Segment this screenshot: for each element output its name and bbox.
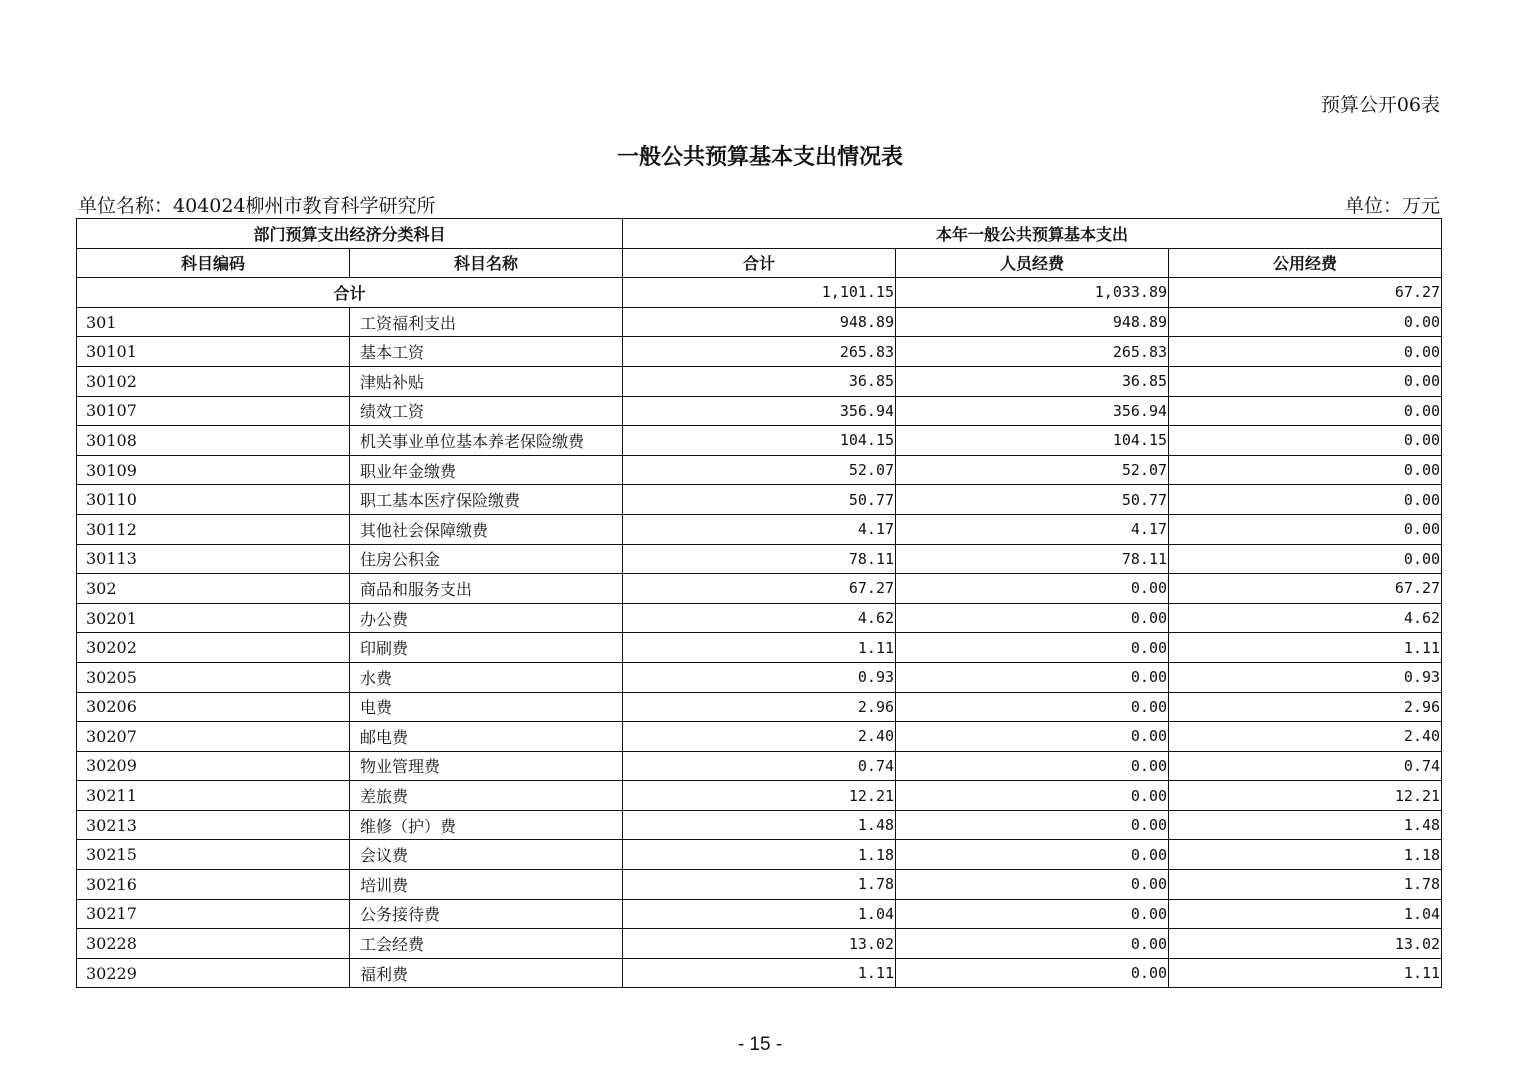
row-personnel: 265.83 — [896, 337, 1169, 367]
row-total: 50.77 — [623, 485, 896, 515]
column-header-code: 科目编码 — [77, 248, 350, 278]
total-label: 合计 — [77, 278, 623, 308]
table-row — [77, 544, 1442, 574]
row-public: 0.00 — [1169, 307, 1442, 337]
row-code: 30216 — [77, 870, 350, 900]
row-code: 30209 — [77, 751, 350, 781]
row-public: 13.02 — [1169, 929, 1442, 959]
row-public: 1.04 — [1169, 899, 1442, 929]
row-personnel: 0.00 — [896, 781, 1169, 811]
row-name: 维修（护）费 — [350, 810, 623, 840]
column-header-personnel: 人员经费 — [896, 248, 1169, 278]
row-code: 30217 — [77, 899, 350, 929]
column-header-name: 科目名称 — [350, 248, 623, 278]
row-personnel: 0.00 — [896, 958, 1169, 988]
row-code: 30108 — [77, 426, 350, 456]
row-code: 30206 — [77, 692, 350, 722]
row-name: 工会经费 — [350, 929, 623, 959]
row-personnel: 948.89 — [896, 307, 1169, 337]
row-public: 0.00 — [1169, 337, 1442, 367]
table-row — [77, 840, 1442, 870]
row-name: 基本工资 — [350, 337, 623, 367]
table-row — [77, 751, 1442, 781]
group-header-classification: 部门预算支出经济分类科目 — [77, 219, 623, 249]
row-public: 0.00 — [1169, 485, 1442, 515]
row-name: 机关事业单位基本养老保险缴费 — [350, 426, 623, 456]
row-total: 265.83 — [623, 337, 896, 367]
row-code: 30113 — [77, 544, 350, 574]
row-total: 1.18 — [623, 840, 896, 870]
row-code: 30205 — [77, 662, 350, 692]
row-name: 办公费 — [350, 603, 623, 633]
row-public: 0.93 — [1169, 662, 1442, 692]
row-public: 0.74 — [1169, 751, 1442, 781]
row-total: 1.11 — [623, 958, 896, 988]
row-code: 30112 — [77, 514, 350, 544]
row-public: 2.40 — [1169, 722, 1442, 752]
row-personnel: 4.17 — [896, 514, 1169, 544]
row-name: 津贴补贴 — [350, 366, 623, 396]
row-name: 住房公积金 — [350, 544, 623, 574]
row-name: 培训费 — [350, 870, 623, 900]
row-personnel: 356.94 — [896, 396, 1169, 426]
table-row — [77, 603, 1442, 633]
column-header-public: 公用经费 — [1169, 248, 1442, 278]
row-code: 30211 — [77, 781, 350, 811]
row-code: 301 — [77, 307, 350, 337]
row-total: 2.96 — [623, 692, 896, 722]
row-total: 4.17 — [623, 514, 896, 544]
row-public: 0.00 — [1169, 366, 1442, 396]
total-row — [77, 278, 1442, 308]
row-personnel: 52.07 — [896, 455, 1169, 485]
row-public: 4.62 — [1169, 603, 1442, 633]
row-public: 0.00 — [1169, 544, 1442, 574]
row-personnel: 0.00 — [896, 722, 1169, 752]
row-total: 1.04 — [623, 899, 896, 929]
row-total: 36.85 — [623, 366, 896, 396]
row-name: 福利费 — [350, 958, 623, 988]
row-personnel: 0.00 — [896, 870, 1169, 900]
row-code: 30201 — [77, 603, 350, 633]
row-name: 水费 — [350, 662, 623, 692]
table-row — [77, 307, 1442, 337]
row-code: 30215 — [77, 840, 350, 870]
row-total: 356.94 — [623, 396, 896, 426]
table-row — [77, 337, 1442, 367]
row-total: 13.02 — [623, 929, 896, 959]
row-personnel: 0.00 — [896, 574, 1169, 604]
row-public: 0.00 — [1169, 396, 1442, 426]
row-name: 绩效工资 — [350, 396, 623, 426]
row-total: 104.15 — [623, 426, 896, 456]
table-row — [77, 426, 1442, 456]
row-name: 印刷费 — [350, 633, 623, 663]
table-row — [77, 633, 1442, 663]
table-row — [77, 692, 1442, 722]
row-personnel: 0.00 — [896, 692, 1169, 722]
row-public: 1.48 — [1169, 810, 1442, 840]
table-body — [77, 278, 1442, 988]
column-header-total: 合计 — [623, 248, 896, 278]
row-total: 1.48 — [623, 810, 896, 840]
table-row — [77, 662, 1442, 692]
total-public: 67.27 — [1169, 278, 1442, 308]
row-total: 1.78 — [623, 870, 896, 900]
row-total: 948.89 — [623, 307, 896, 337]
row-personnel: 0.00 — [896, 840, 1169, 870]
row-name: 其他社会保障缴费 — [350, 514, 623, 544]
budget-table — [76, 218, 1442, 988]
table-row — [77, 722, 1442, 752]
group-header-expenditure: 本年一般公共预算基本支出 — [623, 219, 1442, 249]
row-total: 0.74 — [623, 751, 896, 781]
row-total: 2.40 — [623, 722, 896, 752]
unit-name: 单位名称：404024柳州市教育科学研究所 — [78, 195, 436, 217]
row-total: 78.11 — [623, 544, 896, 574]
row-code: 30102 — [77, 366, 350, 396]
row-personnel: 0.00 — [896, 810, 1169, 840]
total-personnel: 1,033.89 — [896, 278, 1169, 308]
row-personnel: 78.11 — [896, 544, 1169, 574]
table-row — [77, 810, 1442, 840]
row-name: 工资福利支出 — [350, 307, 623, 337]
row-code: 30202 — [77, 633, 350, 663]
form-number: 预算公开06表 — [1320, 94, 1440, 116]
row-personnel: 36.85 — [896, 366, 1169, 396]
row-public: 1.18 — [1169, 840, 1442, 870]
row-total: 52.07 — [623, 455, 896, 485]
row-personnel: 0.00 — [896, 751, 1169, 781]
page-title: 一般公共预算基本支出情况表 — [616, 145, 903, 170]
row-personnel: 0.00 — [896, 899, 1169, 929]
row-total: 0.93 — [623, 662, 896, 692]
row-code: 30213 — [77, 810, 350, 840]
row-name: 商品和服务支出 — [350, 574, 623, 604]
row-total: 12.21 — [623, 781, 896, 811]
row-personnel: 0.00 — [896, 603, 1169, 633]
total-amount: 1,101.15 — [623, 278, 896, 308]
row-personnel: 0.00 — [896, 662, 1169, 692]
row-name: 职工基本医疗保险缴费 — [350, 485, 623, 515]
row-name: 差旅费 — [350, 781, 623, 811]
currency-unit: 单位：万元 — [1344, 195, 1440, 217]
table-row — [77, 958, 1442, 988]
page-number: - 15 - — [737, 1034, 783, 1055]
row-name: 会议费 — [350, 840, 623, 870]
table-row — [77, 781, 1442, 811]
row-personnel: 0.00 — [896, 633, 1169, 663]
row-personnel: 50.77 — [896, 485, 1169, 515]
row-code: 30207 — [77, 722, 350, 752]
table-row — [77, 574, 1442, 604]
row-total: 67.27 — [623, 574, 896, 604]
row-public: 0.00 — [1169, 426, 1442, 456]
table-row — [77, 899, 1442, 929]
row-name: 物业管理费 — [350, 751, 623, 781]
row-code: 30109 — [77, 455, 350, 485]
row-code: 30101 — [77, 337, 350, 367]
row-total: 1.11 — [623, 633, 896, 663]
row-public: 0.00 — [1169, 455, 1442, 485]
row-name: 公务接待费 — [350, 899, 623, 929]
row-personnel: 0.00 — [896, 929, 1169, 959]
row-name: 邮电费 — [350, 722, 623, 752]
table-row — [77, 455, 1442, 485]
row-code: 30107 — [77, 396, 350, 426]
row-public: 12.21 — [1169, 781, 1442, 811]
row-personnel: 104.15 — [896, 426, 1169, 456]
row-code: 30110 — [77, 485, 350, 515]
row-public: 1.78 — [1169, 870, 1442, 900]
table-row — [77, 366, 1442, 396]
row-code: 30229 — [77, 958, 350, 988]
row-public: 2.96 — [1169, 692, 1442, 722]
table-row — [77, 514, 1442, 544]
row-public: 0.00 — [1169, 514, 1442, 544]
row-code: 30228 — [77, 929, 350, 959]
row-public: 1.11 — [1169, 958, 1442, 988]
table-row — [77, 396, 1442, 426]
row-name: 职业年金缴费 — [350, 455, 623, 485]
row-code: 302 — [77, 574, 350, 604]
table-row — [77, 929, 1442, 959]
row-name: 电费 — [350, 692, 623, 722]
table-row — [77, 485, 1442, 515]
row-public: 1.11 — [1169, 633, 1442, 663]
row-total: 4.62 — [623, 603, 896, 633]
table-row — [77, 870, 1442, 900]
row-public: 67.27 — [1169, 574, 1442, 604]
